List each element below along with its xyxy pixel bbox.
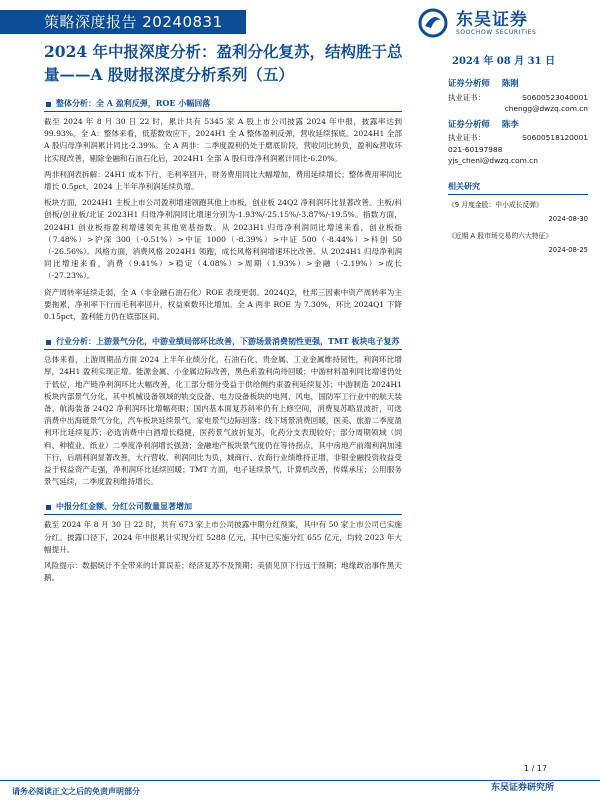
report-title: 2024 年中报深度分析：盈利分化复苏，结构胜于总量——A 股财报深度分析系列（五） — [44, 42, 403, 84]
analyst-role: 证券分析师 — [448, 78, 490, 88]
cert-label: 执业证书： — [448, 92, 485, 102]
square-bullet-icon — [46, 505, 51, 510]
report-date: 2024 年 08 月 31 日 — [452, 56, 556, 67]
logo-english: SOOCHOW SECURITIES — [456, 28, 537, 36]
main-content — [44, 95, 402, 589]
section-heading-overall: 整体分析：全 A 盈利反弹，ROE 小幅回落 — [44, 95, 402, 112]
analyst-block — [448, 78, 588, 115]
cert-number: S0600518120001 — [522, 133, 588, 142]
related-item[interactable]: 《近期 A 股市场交易的六大特征》 — [448, 232, 553, 240]
analyst-name: 陈李 — [501, 118, 519, 129]
company-logo — [418, 6, 578, 40]
related-heading: 相关研究 — [448, 181, 588, 196]
paragraph: 总体来看，上游周期品方面 2024 上半年业绩分化，石油石化、贵金属、工业金属维持韧性，利润环比增厚，24H1 盈利实现正增。能源金属、小金属边际改善，黑色系盈利尚待回暖；中游材料盈利同比增速仍处于低位，地产链净利润环比大幅改善，化工部分细分受益于供给侧约束盈利延续复苏；中游制造 2024H1 板块内部景气分化，其中机械设备领域的轨交设备、电力设备板块的电网、风电，国防军工行业中的航天装备、航海装备 24Q2 净利润环比增幅亮眼；国内基本面复苏斜率仍有上修空间，消费复苏略显波折，可选消费中出海链景气分化，汽车板块延续景气，家电景气边际回落；线下场景消费回暖，医美、旅游二季度盈利环比延续复苏；必选消费中白酒增长稳健，医药景气波折复苏，化药分支表现较好；部分周期领域（饲料、种植业、纸业）二季度净利润增长强劲；金融地产板块景气度仍在等待拐点，其中房地产前端利润加速下行，后端利润显著改善，大行营收、利润同比为负，城商行、农商行业绩维持正增，非银金融投资收益受益于权益资产走强，净利润环比延续回暖；TMT 方面，电子延续景气，计算机改善，传媒承压；公用服务景气延续，二季度盈利维持增长。 — [44, 355, 402, 487]
cert-label: 执业证书： — [448, 133, 485, 142]
cert-number: S0600523040001 — [522, 92, 588, 102]
square-bullet-icon — [46, 340, 51, 345]
analyst-email[interactable]: yjs_chenl@dwzq.com.cn — [448, 156, 538, 165]
paragraph: 风险提示：数据统计不全带来的计算误差；经济复苏不及预期；美债见顶下行远于预期；地缘政治事件黑天鹅。 — [44, 561, 402, 583]
sidebar — [448, 78, 588, 262]
analyst-block — [448, 119, 588, 167]
related-date: 2024-08-25 — [548, 245, 588, 254]
disclaimer-text: 请务必阅读正文之后的免责声明部分 — [12, 786, 140, 796]
paragraph: 截至 2024 年 8 月 30 日 22 时，共有 673 家上市公司披露中期分红预案，其中有 50 家上市公司已实施分红。披露口径下，2024 年中报累计实现分红 5288 亿元，其中已实施分红 655 亿元，均较 2023 年大幅提升。 — [44, 520, 402, 554]
analyst-phone: 021-60197988 — [448, 144, 503, 154]
section-heading-dividend: 中报分红金额、分红公司数量显著增加 — [44, 498, 402, 515]
paragraph: 资产周转率延续走弱，全 A（非金融石油石化）ROE 表现更弱。2024Q2，杜邦三因素中资产周转率为主要拖累，净利率下行而毛利率回升，权益乘数环比增加。全 A 两非 ROE 为 7.30%，环比 2024Q1 下降 0.15pct，盈利能力仍在底部区间。 — [44, 287, 402, 322]
logo-chinese: 东吴证券 — [456, 9, 528, 30]
firm-name: 东吴证券研究所 — [490, 783, 554, 793]
related-research — [448, 181, 588, 257]
paragraph: 截至 2024 年 8 月 30 日 22 时，累计共有 5345 家 A 股上市公司披露 2024 年中报，披露率达到 99.93%。全 A：整体来看，低基数效应下，2024H1 全 A 整体盈利反弹，营收延续探底。2024H1 全部 A 股归母净利润累计同比-2.39%。全 A 两非：二季度盈利仍处于磨底阶段，营收同比转负，盈利&营收环比实现改善，剔除金融和石油石化后，2024H1 全部 A 股归母净利润累计同比-6.20%。 — [44, 117, 402, 163]
analyst-name: 陈刚 — [501, 78, 519, 88]
analyst-role: 证券分析师 — [448, 118, 490, 129]
related-item[interactable]: 《9 月度金股：中小成长反弹》 — [448, 201, 543, 209]
square-bullet-icon — [46, 102, 51, 107]
paragraph: 板块方面，2024H1 主板上市公司盈利增速领跑其他上市板，创业板 24Q2 净利润环比显著改善。主板/科创板/创业板/北证 2023H1 归母净利润同比增速分别为-1.93%/-25.15%/-3.87%/-19.5%。指数方面，2024H1 创业板指盈利增速领先其他宽基指数。从 2023H1 归母净利润同比增速来看，创业板指（7.48%）>沪深 300（-0.51%）>中证 1000（-8.39%）>中证 500（-8.44%）>科创 50（-26.56%）。风格方面，消费风格 2024H1 领跑，成长风格利润增速环比改善。从 2024H1 归母净利润同比增速来看，消费（9.41%）>稳定（4.08%）>周期（1.93%）>金融（-2.19%）>成长（-27.23%）。 — [44, 198, 402, 281]
page-number: 1 / 17 — [524, 764, 548, 773]
soochow-logo-icon — [418, 8, 448, 38]
analyst-email[interactable]: chengg@dwzq.com.cn — [504, 104, 588, 113]
paragraph: 两非利润表拆解：24H1 成本下行、毛利率回升，财务费用同比大幅增加，费用延续增长；整体费用率同比增长 0.5pct，2024 上半年净利润延续负增。 — [44, 169, 402, 192]
related-date: 2024-08-30 — [548, 214, 588, 223]
section-heading-industry: 行业分析：上游景气分化，中游业绩局部环比改善，下游场景消费韧性更强，TMT 板块电子复苏 — [44, 333, 402, 350]
report-tag: 策略深度报告 20240831 — [0, 10, 246, 34]
